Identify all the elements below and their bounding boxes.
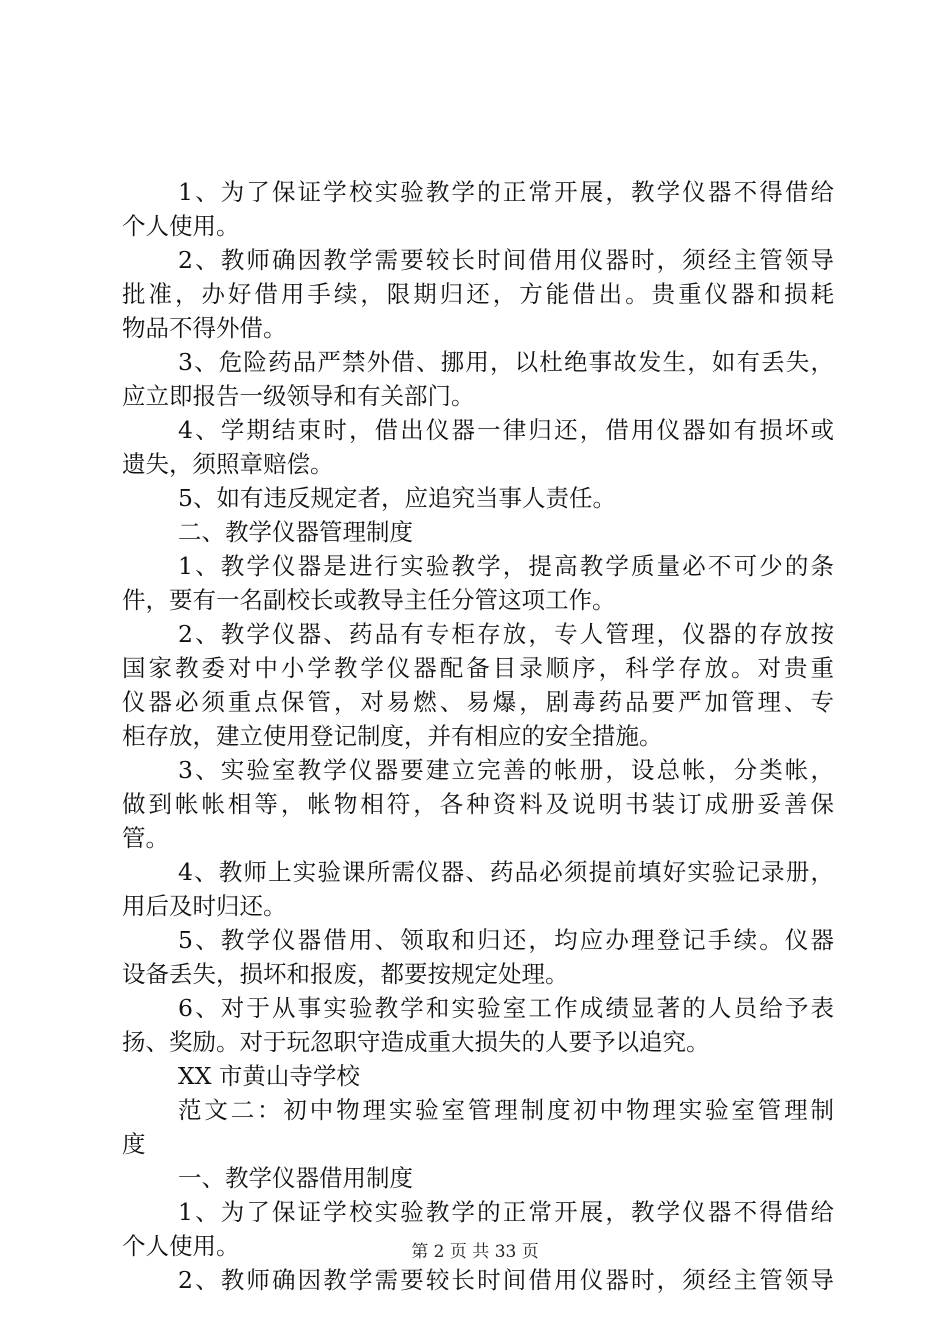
text-line: 应立即报告一级领导和有关部门。 [122, 382, 475, 410]
text-line: 件，要有一名副校长或教导主任分管这项工作。 [122, 586, 616, 614]
text-line: 1、教学仪器是进行实验教学，提高教学质量必不可少的条 [178, 552, 834, 580]
text-line: 遗失，须照章赔偿。 [122, 450, 334, 478]
text-line: 范文二：初中物理实验室管理制度初中物理实验室管理制 [178, 1096, 834, 1124]
text-line: 国家教委对中小学教学仪器配备目录顺序，科学存放。对贵重 [122, 654, 834, 682]
text-line: 3、实验室教学仪器要建立完善的帐册，设总帐，分类帐， [178, 756, 834, 784]
text-line: 5、教学仪器借用、领取和归还，均应办理登记手续。仪器 [178, 926, 834, 954]
text-line: 设备丢失，损坏和报废，都要按规定处理。 [122, 960, 569, 988]
text-line: 柜存放，建立使用登记制度，并有相应的安全措施。 [122, 722, 663, 750]
text-line: 个人使用。 [122, 212, 240, 240]
text-line: 4、学期结束时，借出仪器一律归还，借用仪器如有损坏或 [178, 416, 834, 444]
text-line: 6、对于从事实验教学和实验室工作成绩显著的人员给予表 [178, 994, 834, 1022]
text-line: 做到帐帐相等，帐物相符，各种资料及说明书装订成册妥善保 [122, 790, 834, 818]
text-line: 管。 [122, 824, 169, 852]
text-line: 度 [122, 1130, 146, 1158]
text-line: 批准，办好借用手续，限期归还，方能借出。贵重仪器和损耗 [122, 280, 834, 308]
text-line: 扬、奖励。对于玩忽职守造成重大损失的人要予以追究。 [122, 1028, 710, 1056]
text-line: 2、教师确因教学需要较长时间借用仪器时，须经主管领导 [178, 1266, 834, 1294]
text-line: 用后及时归还。 [122, 892, 287, 920]
text-line: 1、为了保证学校实验教学的正常开展，教学仪器不得借给 [178, 1198, 834, 1226]
text-line: 仪器必须重点保管，对易燃、易爆，剧毒药品要严加管理、专 [122, 688, 834, 716]
text-line: 个人使用。 [122, 1232, 240, 1260]
text-line: 一、教学仪器借用制度 [178, 1164, 413, 1192]
page-footer: 第 2 页 共 33 页 [411, 1242, 539, 1262]
text-line: 物品不得外借。 [122, 314, 287, 342]
text-line: 4、教师上实验课所需仪器、药品必须提前填好实验记录册， [178, 858, 834, 886]
text-line: 2、教师确因教学需要较长时间借用仪器时，须经主管领导 [178, 246, 834, 274]
text-line: 3、危险药品严禁外借、挪用，以杜绝事故发生，如有丢失， [178, 348, 834, 376]
text-line: 5、如有违反规定者，应追究当事人责任。 [178, 484, 616, 512]
text-line: 2、教学仪器、药品有专柜存放，专人管理，仪器的存放按 [178, 620, 834, 648]
document-body [122, 175, 834, 1297]
text-line: XX 市黄山寺学校 [178, 1062, 360, 1090]
text-line: 1、为了保证学校实验教学的正常开展，教学仪器不得借给 [178, 178, 834, 206]
text-line: 二、教学仪器管理制度 [178, 518, 413, 546]
